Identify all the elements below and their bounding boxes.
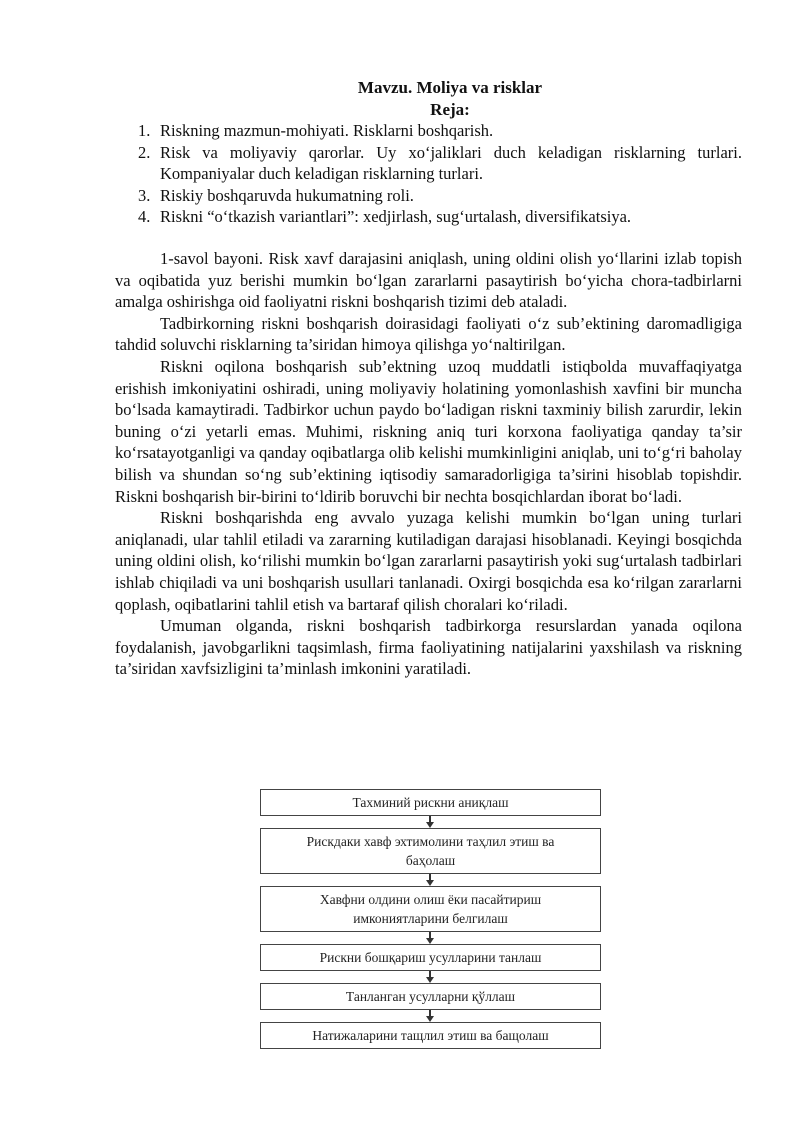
plan-item-text: Risk va moliyaviy qarorlar. Uy xo‘jaliklari duch keladigan risklarning turlari. Kompaniyalar duch keladigan risklarning turlari. (160, 142, 742, 183)
flow-step (260, 944, 601, 971)
flow-step-text: Тахминий рискни аниқлаш (352, 795, 509, 810)
flow-step (260, 886, 601, 932)
down-arrow-icon (260, 874, 601, 886)
flow-step-text: имкониятларини белгилаш (353, 911, 508, 926)
flow-step (260, 1022, 601, 1049)
flow-step-text: Рискни бошқариш усулларини танлаш (319, 950, 542, 965)
flow-step (260, 789, 601, 816)
paragraph: 1-savol bayoni. Risk xavf darajasini aniqlash, uning oldini olish yo‘llarini izlab topish va oqibatida yuz berishi mumkin bo‘lgan zararlarni pasaytirish bo‘yicha chora-tadbirlarni amalga oshirishga oid faoliyatni riskni boshqarish tizimi deb ataladi. (115, 249, 742, 312)
plan-list (115, 120, 742, 228)
flow-step-text: Танланган усулларни қўллаш (345, 989, 516, 1004)
flow-step (260, 828, 601, 874)
paragraph: Umuman olganda, riskni boshqarish tadbirkorga resurslardan yanada oqilona foydalanish, javobgarlikni taqsimlash, firma faoliyatining natijalarini yaxshilash va riskning ta’siridan xavfsizligini ta’minlash imkonini yaratiladi. (115, 616, 742, 679)
flow-step-text: Натижаларини тащлил этиш ва бащолаш (312, 1028, 549, 1043)
plan-item-number: 1. (138, 121, 151, 140)
risk-management-flowchart (260, 789, 601, 1049)
flow-step-text: Рискдаки хавф эхтимолини таҳлил этиш ва (306, 834, 555, 849)
paragraph: Riskni oqilona boshqarish sub’ektning uzoq muddatli istiqbolda muvaffaqiyatga erishish imkoniyatini oshiradi, uning moliyaviy holatining yomonlashish xavfini bir muncha bo‘lsada kamaytiradi. Tadbirkor uchun paydo bo‘ladigan riskni taxminiy bilish zarurdir, lekin buning o‘zi yetarli emas. Muhimi, riskning aniq turi korxona faoliyatiga qanday ta’sir ko‘rsatayotganligi va qanday oqibatlarga olib kelishi mumkinligini aniqlab, uni to‘g‘ri baholay bilish va shundan so‘ng sub’ektining iqtisodiy samaradorligiga ta’sirini hisoblab topishdir. Riskni boshqarish bir-birini to‘ldirib boruvchi bir nechta bosqichlardan iborat bo‘ladi. (115, 356, 742, 506)
plan-item (115, 120, 742, 142)
paragraph: Riskni boshqarishda eng avvalo yuzaga kelishi mumkin bo‘lgan uning turlari aniqlanadi, ular tahlil etiladi va zararning kutiladigan darajasi hisoblanadi. Keyingi bosqichda uning oldini olish, ko‘rilishi mumkin bo‘lgan zararlarni pasaytirish yoki sug‘urtalash tadbirlari ishlab chiqiladi va uni boshqarish usullari tanlanadi. Oxirgi bosqichda esa ko‘rilgan zararlarni qoplash, oqibatlarini tahlil etish va bartaraf qilish choralari ko‘riladi. (115, 508, 742, 614)
plan-item (115, 185, 742, 207)
flow-step-text: баҳолаш (405, 853, 456, 868)
plan-item-number: 4. (138, 207, 151, 226)
plan-item (115, 206, 742, 228)
plan-item-text: Riskning mazmun-mohiyati. Risklarni boshqarish. (160, 121, 494, 140)
body-text (115, 248, 742, 680)
plan-item (115, 142, 742, 185)
down-arrow-icon (260, 1010, 601, 1022)
plan-item-number: 2. (138, 142, 151, 162)
flow-step (260, 983, 601, 1010)
down-arrow-icon (260, 971, 601, 983)
plan-item-text: Riskiy boshqaruvda hukumatning roli. (160, 185, 414, 205)
plan-item-text: Riskni “o‘tkazish variantlari”: xedjirlash, sug‘urtalash, diversifikatsiya. (160, 207, 632, 226)
flow-step-text: Хавфни олдини олиш ёки пасайтириш (319, 892, 542, 907)
down-arrow-icon (260, 932, 601, 944)
plan-heading: Reja: (430, 100, 470, 119)
paragraph: Tadbirkorning riskni boshqarish doirasidagi faoliyati o‘z sub’ektining daromadligiga tahdid soluvchi risklarning ta’siridan himoya qilishga yo‘naltirilgan. (115, 313, 742, 355)
page-title: Mavzu. Moliya va risklar (357, 78, 543, 97)
down-arrow-icon (260, 816, 601, 828)
plan-item-number: 3. (138, 185, 151, 205)
